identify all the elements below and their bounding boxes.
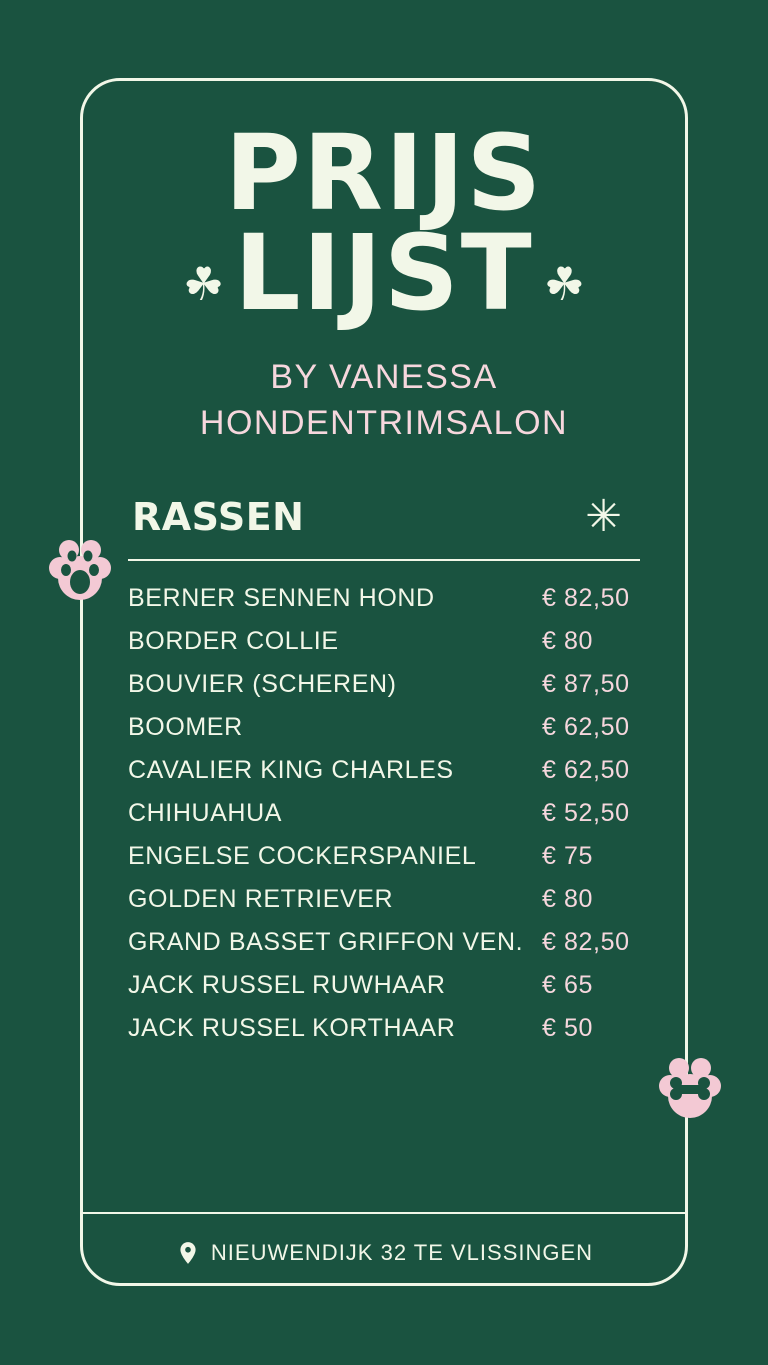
breed-name: BORDER COLLIE: [128, 627, 339, 656]
title-line-1: PRIJS: [224, 112, 544, 234]
breed-price: € 62,50: [542, 713, 630, 742]
title-line-2-row: [128, 211, 640, 334]
poster-title: [128, 112, 640, 334]
table-row: [128, 878, 640, 921]
footer-divider: [80, 1212, 688, 1214]
breed-name: BOOMER: [128, 713, 243, 742]
breed-name: ENGELSE COCKERSPANIEL: [128, 842, 477, 871]
breed-price: € 82,50: [542, 584, 630, 613]
section-header: [128, 492, 640, 542]
breed-name: BOUVIER (SCHEREN): [128, 670, 397, 699]
table-row: [128, 1007, 640, 1050]
table-row: [128, 620, 640, 663]
breed-name: JACK RUSSEL KORTHAAR: [128, 1014, 456, 1043]
breed-price: € 87,50: [542, 670, 630, 699]
table-row: [128, 577, 640, 620]
clover-left-icon: ☘: [182, 257, 225, 310]
paw-badge-icon: [42, 534, 118, 610]
breed-name: BERNER SENNEN HOND: [128, 584, 435, 613]
breed-name: CAVALIER KING CHARLES: [128, 756, 454, 785]
breed-name: GRAND BASSET GRIFFON VEN.: [128, 928, 524, 957]
breed-name: GOLDEN RETRIEVER: [128, 885, 394, 914]
price-list: [128, 577, 640, 1050]
title-line-2: LIJST: [234, 211, 534, 334]
table-row: [128, 921, 640, 964]
breed-price: € 82,50: [542, 928, 630, 957]
section-title: RASSEN: [132, 495, 305, 540]
breed-price: € 80: [542, 627, 594, 656]
poster-footer: [80, 1240, 688, 1266]
clover-right-icon: ☘: [543, 257, 585, 310]
table-row: [128, 835, 640, 878]
breed-price: € 52,50: [542, 799, 630, 828]
table-row: [128, 663, 640, 706]
breed-price: € 75: [542, 842, 594, 871]
breed-price: € 65: [542, 971, 594, 1000]
asterisk-icon: ✳: [585, 492, 622, 542]
poster-content: [80, 78, 688, 1286]
address-text: NIEUWENDIJK 32 TE VLISSINGEN: [210, 1240, 594, 1265]
table-row: [128, 792, 640, 835]
table-row: [128, 706, 640, 749]
header-divider: [128, 559, 640, 561]
bone-badge-icon: [652, 1052, 728, 1128]
breed-name: CHIHUAHUA: [128, 799, 283, 828]
poster-subtitle: [200, 355, 568, 447]
subtitle-line-2: HONDENTRIMSALON: [199, 404, 569, 443]
subtitle-line-1: BY VANESSA: [270, 358, 498, 397]
location-pin-icon: [175, 1240, 201, 1266]
breed-price: € 50: [542, 1014, 594, 1043]
table-row: [128, 964, 640, 1007]
breed-price: € 80: [542, 885, 594, 914]
breed-price: € 62,50: [542, 756, 630, 785]
table-row: [128, 749, 640, 792]
breed-name: JACK RUSSEL RUWHAAR: [128, 971, 446, 1000]
